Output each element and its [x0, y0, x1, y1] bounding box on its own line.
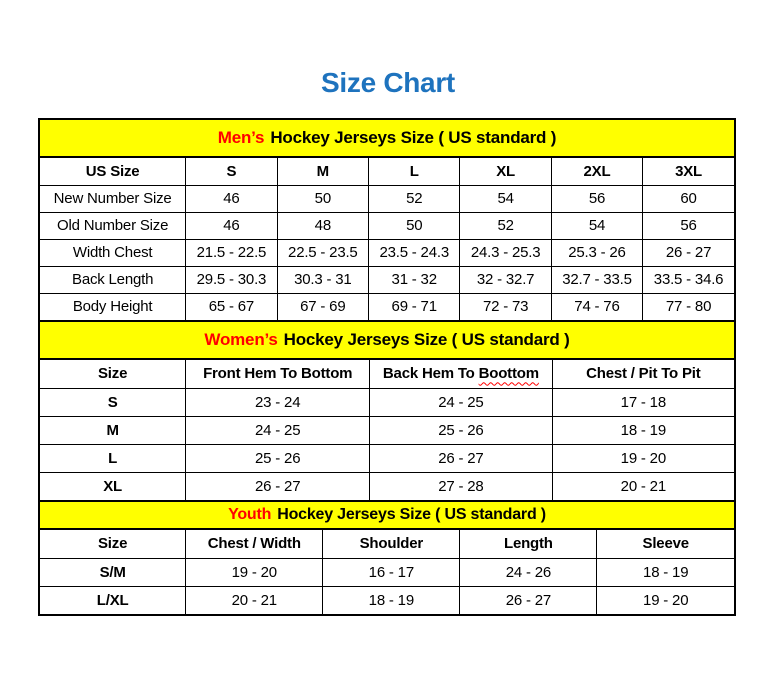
- size-value: 19 - 20: [552, 444, 734, 472]
- size-value: 54: [460, 185, 551, 212]
- size-value: 26 - 27: [643, 239, 734, 266]
- row-label: M: [40, 416, 186, 444]
- size-value: 18 - 19: [552, 416, 734, 444]
- table-row: [40, 239, 734, 266]
- size-value: 32.7 - 33.5: [551, 266, 642, 293]
- column-header: Front Hem To Bottom: [186, 360, 370, 388]
- column-header: 2XL: [551, 158, 642, 185]
- column-header: S: [186, 158, 277, 185]
- row-label: XL: [40, 472, 186, 500]
- size-value: 65 - 67: [186, 293, 277, 320]
- row-label: Body Height: [40, 293, 186, 320]
- column-header: XL: [460, 158, 551, 185]
- size-value: 32 - 32.7: [460, 266, 551, 293]
- size-value: 48: [277, 212, 368, 239]
- mens-size-table: [40, 158, 734, 320]
- column-header: Size: [40, 360, 186, 388]
- table-header-row: [40, 158, 734, 185]
- page-title: Size Chart: [321, 67, 455, 98]
- womens-section-title: Hockey Jerseys Size ( US standard ): [283, 330, 570, 349]
- womens-section: [40, 320, 734, 500]
- table-row: [40, 444, 734, 472]
- column-header: Shoulder: [323, 530, 460, 558]
- size-value: 27 - 28: [370, 472, 553, 500]
- mens-section-header: [40, 120, 734, 158]
- size-value: 54: [551, 212, 642, 239]
- table-row: [40, 266, 734, 293]
- row-label: S: [40, 388, 186, 416]
- size-value: 26 - 27: [460, 586, 597, 614]
- youth-size-table: [40, 530, 734, 614]
- size-value: 16 - 17: [323, 558, 460, 586]
- size-value: 31 - 32: [369, 266, 460, 293]
- size-value: 25 - 26: [370, 416, 553, 444]
- size-value: 77 - 80: [643, 293, 734, 320]
- size-value: 20 - 21: [552, 472, 734, 500]
- womens-size-table: [40, 360, 734, 500]
- column-header: Chest / Width: [186, 530, 323, 558]
- size-value: 60: [643, 185, 734, 212]
- size-value: 46: [186, 185, 277, 212]
- size-value: 23.5 - 24.3: [369, 239, 460, 266]
- youth-highlight-label: Youth: [228, 506, 272, 523]
- mens-section: [40, 120, 734, 320]
- size-value: 24 - 26: [460, 558, 597, 586]
- row-label: Old Number Size: [40, 212, 186, 239]
- size-value: 22.5 - 23.5: [277, 239, 368, 266]
- column-header: US Size: [40, 158, 186, 185]
- youth-section-header: [40, 500, 734, 530]
- size-value: 24 - 25: [186, 416, 370, 444]
- size-value: 20 - 21: [186, 586, 323, 614]
- misspelled-word: Boottom: [478, 365, 539, 383]
- mens-highlight-label: Men’s: [217, 128, 265, 147]
- table-row: [40, 472, 734, 500]
- row-label: L: [40, 444, 186, 472]
- row-label: L/XL: [40, 586, 186, 614]
- size-value: 29.5 - 30.3: [186, 266, 277, 293]
- table-row: [40, 293, 734, 320]
- size-value: 50: [369, 212, 460, 239]
- size-value: 69 - 71: [369, 293, 460, 320]
- column-header: Size: [40, 530, 186, 558]
- table-row: [40, 388, 734, 416]
- size-value: 30.3 - 31: [277, 266, 368, 293]
- size-value: 50: [277, 185, 368, 212]
- youth-section: [40, 500, 734, 614]
- row-label: Back Length: [40, 266, 186, 293]
- column-header-text: Back Hem To: [382, 365, 475, 383]
- table-row: [40, 416, 734, 444]
- row-label: New Number Size: [40, 185, 186, 212]
- size-value: 18 - 19: [597, 558, 734, 586]
- size-value: 46: [186, 212, 277, 239]
- size-value: 56: [551, 185, 642, 212]
- row-label: Width Chest: [40, 239, 186, 266]
- womens-highlight-label: Women’s: [204, 330, 278, 349]
- size-value: 52: [460, 212, 551, 239]
- size-value: 56: [643, 212, 734, 239]
- size-value: 26 - 27: [186, 472, 370, 500]
- column-header: L: [369, 158, 460, 185]
- size-value: 21.5 - 22.5: [186, 239, 277, 266]
- column-header: Sleeve: [597, 530, 734, 558]
- table-row: [40, 185, 734, 212]
- size-value: 25 - 26: [186, 444, 370, 472]
- table-row: [40, 586, 734, 614]
- size-chart-table: [38, 118, 736, 616]
- size-value: 24 - 25: [370, 388, 553, 416]
- table-header-row: [40, 360, 734, 388]
- size-value: 26 - 27: [370, 444, 553, 472]
- womens-section-header: [40, 320, 734, 360]
- size-value: 67 - 69: [277, 293, 368, 320]
- row-label: S/M: [40, 558, 186, 586]
- column-header: [370, 360, 553, 388]
- size-value: 23 - 24: [186, 388, 370, 416]
- table-header-row: [40, 530, 734, 558]
- size-value: 74 - 76: [551, 293, 642, 320]
- size-value: 52: [369, 185, 460, 212]
- size-value: 19 - 20: [597, 586, 734, 614]
- mens-section-title: Hockey Jerseys Size ( US standard ): [270, 128, 557, 147]
- size-value: 72 - 73: [460, 293, 551, 320]
- size-value: 33.5 - 34.6: [643, 266, 734, 293]
- size-value: 18 - 19: [323, 586, 460, 614]
- column-header: Length: [460, 530, 597, 558]
- column-header: M: [277, 158, 368, 185]
- table-row: [40, 212, 734, 239]
- table-row: [40, 558, 734, 586]
- size-value: 19 - 20: [186, 558, 323, 586]
- size-value: 17 - 18: [552, 388, 734, 416]
- size-value: 24.3 - 25.3: [460, 239, 551, 266]
- size-value: 25.3 - 26: [551, 239, 642, 266]
- youth-section-title: Hockey Jerseys Size ( US standard ): [277, 506, 546, 523]
- column-header: Chest / Pit To Pit: [552, 360, 734, 388]
- column-header: 3XL: [643, 158, 734, 185]
